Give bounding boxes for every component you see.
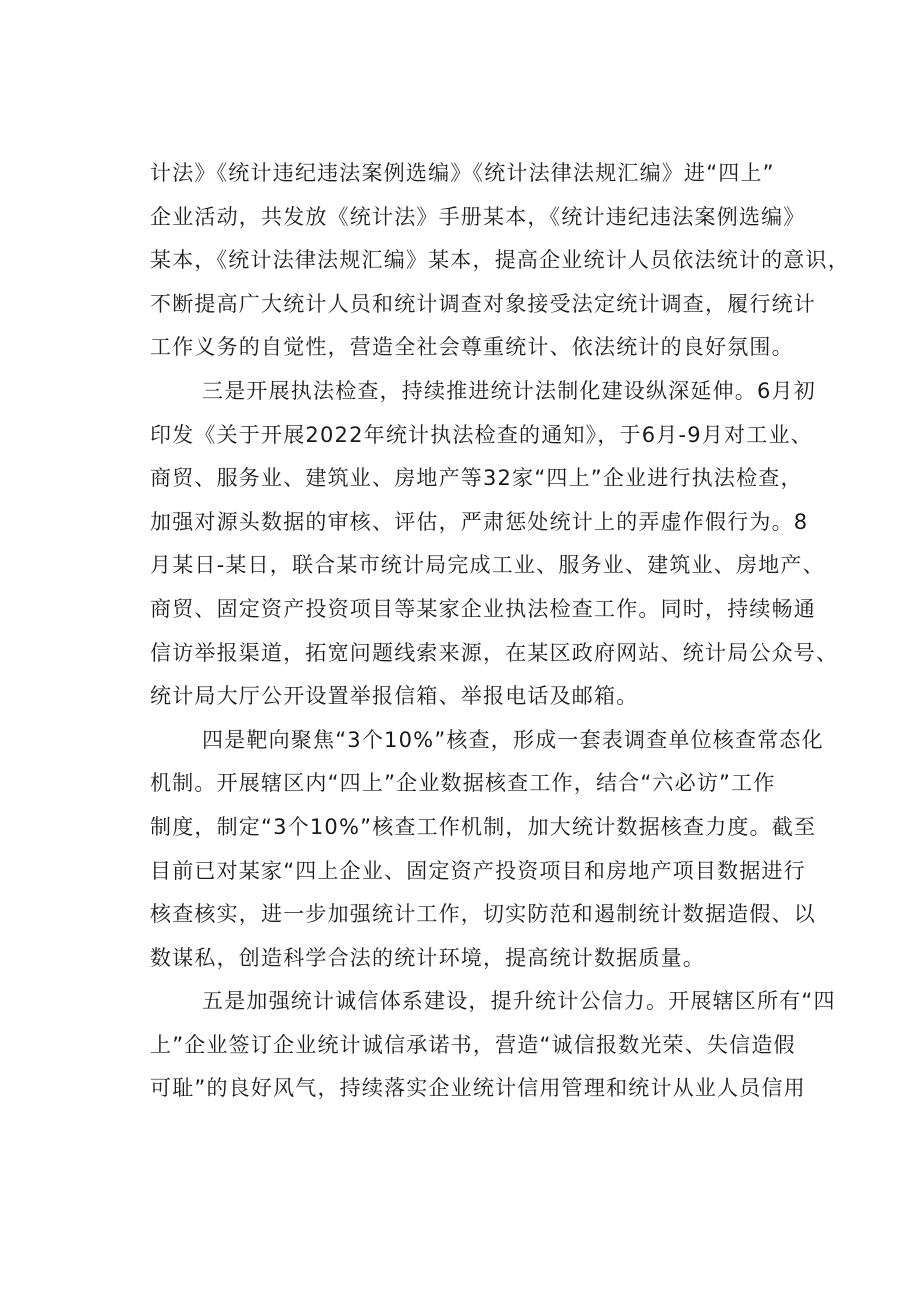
paragraph-2 bbox=[150, 370, 839, 719]
text-line: 某本，《统计法律法规汇编》某本，提高企业统计人员依法统计的意识， bbox=[150, 248, 850, 273]
text-line: 信访举报渠道，拓宽问题线索来源，在某区政府网站、统计局公众号、 bbox=[150, 640, 839, 665]
text-line: 五是加强统计诚信体系建设，提升统计公信力。开展辖区所有“四 bbox=[202, 989, 836, 1014]
text-line: 不断提高广大统计人员和统计调查对象接受法定统计调查，履行统计 bbox=[150, 291, 816, 316]
text-line: 计法》《统计违纪违法案例选编》《统计法律法规汇编》进“四上” bbox=[150, 161, 775, 185]
paragraph-3 bbox=[150, 719, 824, 981]
text-line: 数谋私，创造科学合法的统计环境，提高统计数据质量。 bbox=[150, 945, 705, 970]
text-line: 上”企业签订企业统计诚信承诺书，营造“诚信报数光荣、失信造假 bbox=[150, 1032, 796, 1057]
text-line: 三是开展执法检查，持续推进统计法制化建设纵深延伸。6月初 bbox=[202, 378, 816, 403]
text-line: 目前已对某家“四上企业、固定资产投资项目和房地产项目数据进行 bbox=[150, 858, 806, 883]
text-line: 加强对源头数据的审核、评估，严肃惩处统计上的弄虚作假行为。8 bbox=[150, 509, 809, 534]
text-line: 工作义务的自觉性，营造全社会尊重统计、依法统计的良好氛围。 bbox=[150, 335, 794, 360]
document-body bbox=[150, 152, 850, 1111]
paragraph-4 bbox=[150, 980, 836, 1111]
text-line: 机制。开展辖区内“四上”企业数据核查工作，结合“六必访”工作 bbox=[150, 771, 776, 796]
text-line: 月某日-某日，联合某市统计局完成工业、服务业、建筑业、房地产、 bbox=[150, 553, 825, 578]
text-line: 统计局大厅公开设置举报信箱、举报电话及邮箱。 bbox=[150, 684, 639, 709]
text-line: 印发《关于开展2022年统计执法检查的通知》，于6月-9月对工业、 bbox=[150, 422, 813, 447]
text-line: 核查核实，进一步加强统计工作，切实防范和遏制统计数据造假、以 bbox=[150, 902, 816, 927]
text-line: 可耻”的良好风气，持续落实企业统计信用管理和统计从业人员信用 bbox=[150, 1076, 806, 1101]
text-line: 企业活动，共发放《统计法》手册某本，《统计违纪违法案例选编》 bbox=[150, 204, 806, 229]
text-line: 商贸、服务业、建筑业、房地产等32家“四上”企业进行执法检查， bbox=[150, 466, 803, 491]
text-line: 制度，制定“3个10%”核查工作机制，加大统计数据核查力度。截至 bbox=[150, 814, 817, 839]
text-line: 商贸、固定资产投资项目等某家企业执法检查工作。同时，持续畅通 bbox=[150, 596, 816, 621]
text-line: 四是靶向聚焦“3个10%”核查，形成一套表调查单位核查常态化 bbox=[202, 727, 824, 752]
paragraph-1 bbox=[150, 152, 850, 370]
